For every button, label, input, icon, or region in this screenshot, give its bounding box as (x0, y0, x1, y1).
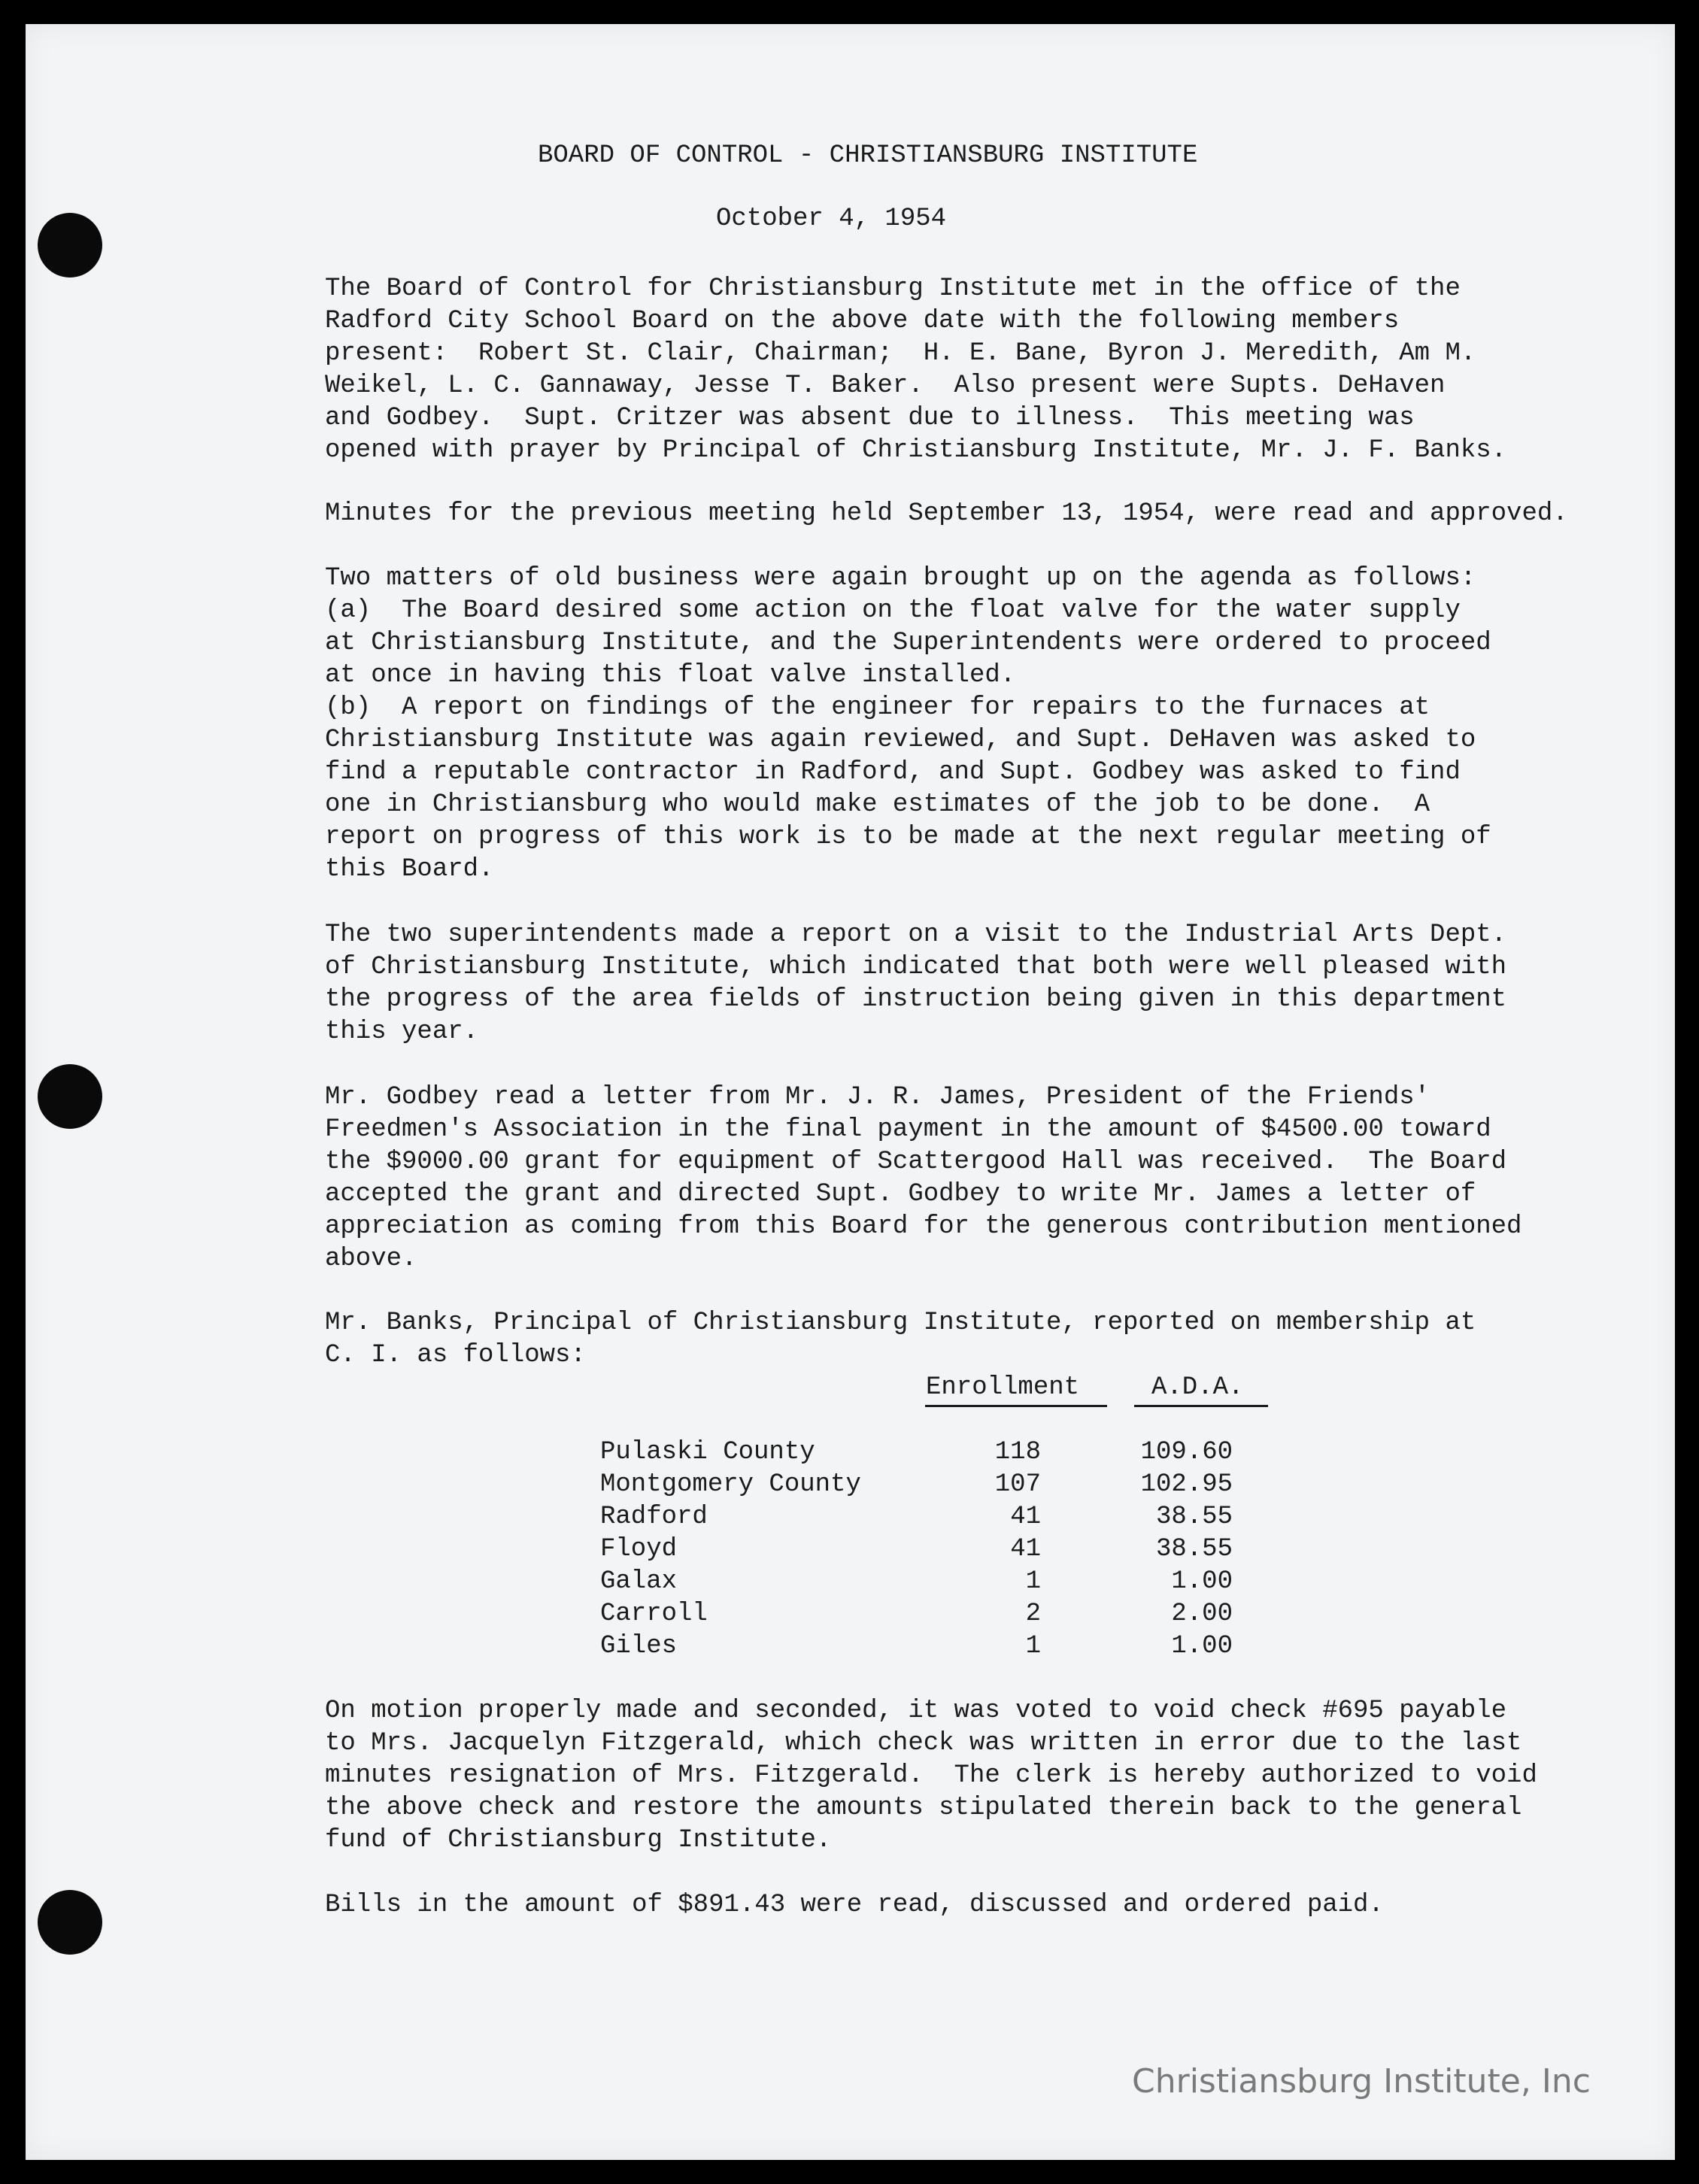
document-title: BOARD OF CONTROL - CHRISTIANSBURG INSTITUTE (538, 141, 1198, 170)
paragraph-void-check: On motion properly made and seconded, it was voted to void check #695 payable to Mrs. Jacquelyn Fitzgerald, which check was written in error due to the last minutes resignation of Mrs. Fitzgerald. The clerk is hereby authorized to void the above check and restore the amounts stipulated therein back to the general fund of Christiansburg Institute. (325, 1697, 1537, 1855)
row-county: Carroll (600, 1600, 708, 1628)
punch-hole (38, 213, 102, 278)
table-row (0, 1470, 1699, 1503)
row-county: Montgomery County (600, 1470, 861, 1499)
header-underline (1134, 1405, 1268, 1407)
paragraph-industrial-arts: The two superintendents made a report on a visit to the Industrial Arts Dept. of Christiansburg Institute, which indicated that both were well pleased with the progress of the area fields of instruction being given in this department this year. (325, 921, 1507, 1046)
row-ada: 38.55 (1155, 1503, 1233, 1531)
row-county: Radford (600, 1503, 708, 1531)
row-enrollment: 41 (1010, 1535, 1041, 1564)
table-row (0, 1567, 1699, 1600)
row-enrollment: 41 (1010, 1503, 1041, 1531)
watermark: Christiansburg Institute, Inc (1132, 2062, 1591, 2101)
row-enrollment: 107 (994, 1470, 1041, 1499)
table-row (0, 1632, 1699, 1664)
row-county: Floyd (600, 1535, 678, 1564)
table-row (0, 1503, 1699, 1535)
table-row (0, 1438, 1699, 1470)
table-header-ada: A.D.A. (1151, 1373, 1244, 1402)
row-enrollment: 118 (994, 1438, 1041, 1467)
row-county: Galax (600, 1567, 678, 1596)
paragraph-bills: Bills in the amount of $891.43 were read, discussed and ordered paid. (325, 1891, 1384, 1919)
row-ada: 38.55 (1155, 1535, 1233, 1564)
row-ada: 1.00 (1171, 1567, 1233, 1596)
table-header-enrollment: Enrollment (926, 1373, 1080, 1402)
row-enrollment: 1 (1025, 1567, 1041, 1596)
punch-hole (38, 1064, 102, 1129)
punch-hole (38, 1890, 102, 1955)
table-row (0, 1600, 1699, 1632)
paragraph-membership: Mr. Banks, Principal of Christiansburg Institute, reported on membership at C. I. as follows: (325, 1309, 1476, 1370)
row-county: Giles (600, 1632, 678, 1661)
paragraph-attendance: The Board of Control for Christiansburg Institute met in the office of the Radford City School Board on the above date with the following members present: Robert St. Clair, Chairman; H. E. Bane, Byron J. Meredith, Am M. Weikel, L. C. Gannaway, Jesse T. Baker. Also present were Supts. DeHaven and Godbey. Supt. Critzer was absent due to illness. This meeting was opened with prayer by Principal of Christiansburg Institute, Mr. J. F. Banks. (325, 275, 1507, 465)
table-row (0, 1535, 1699, 1567)
document-date: October 4, 1954 (716, 205, 947, 233)
row-ada: 2.00 (1171, 1600, 1233, 1628)
paragraph-grant-letter: Mr. Godbey read a letter from Mr. J. R. James, President of the Friends' Freedmen's Association in the final payment in the amount of $4500.00 toward the $9000.00 grant for equipment of Scattergood Hall was received. The Board accepted the grant and directed Supt. Godbey to write Mr. James a letter of appreciation as coming from this Board for the generous contribution mentioned above. (325, 1083, 1522, 1273)
paragraph-old-business: Two matters of old business were again brought up on the agenda as follows: (a) The Board desired some action on the float valve for the water supply at Christiansburg Institute, and the Superintendents were ordered to proceed at once in having this float valve installed. (b) A report on findings of the engineer for repairs to the furnaces at Christiansburg Institute was again reviewed, and Supt. DeHaven was asked to find a reputable contractor in Radford, and Supt. Godbey was asked to find one in Christiansburg who would make estimates of the job to be done. A report on progress of this work is to be made at the next regular meeting of this Board. (325, 564, 1491, 884)
row-ada: 109.60 (1140, 1438, 1233, 1467)
row-enrollment: 2 (1025, 1600, 1041, 1628)
header-underline (925, 1405, 1107, 1407)
row-enrollment: 1 (1025, 1632, 1041, 1661)
row-ada: 1.00 (1171, 1632, 1233, 1661)
row-county: Pulaski County (600, 1438, 815, 1467)
paragraph-minutes: Minutes for the previous meeting held September 13, 1954, were read and approved. (325, 499, 1568, 528)
row-ada: 102.95 (1140, 1470, 1233, 1499)
